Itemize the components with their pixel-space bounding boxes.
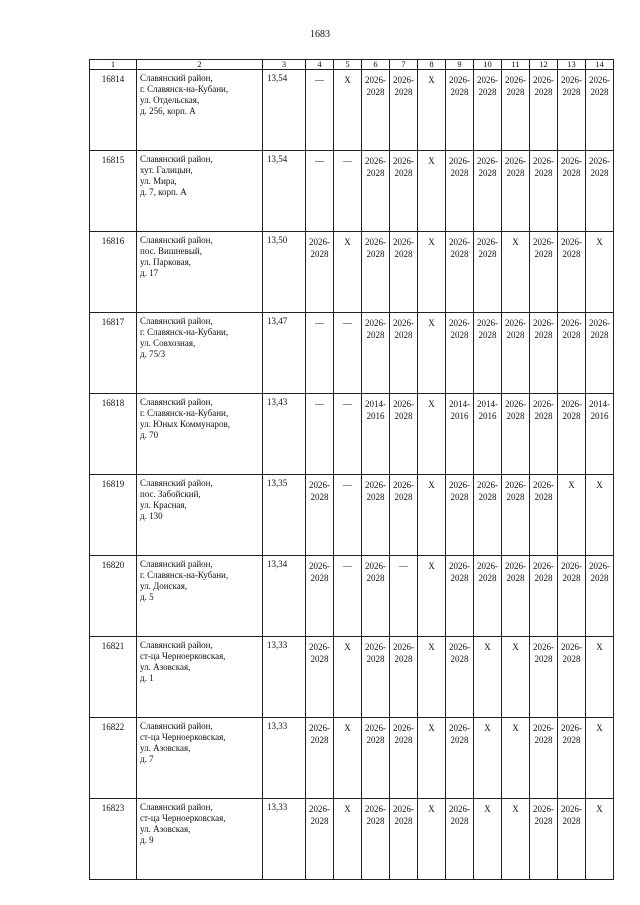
address-cell: [137, 151, 263, 232]
period-cell: X: [474, 637, 502, 718]
period-cell: X: [418, 70, 446, 151]
period-cell: 2026- 2028: [474, 232, 502, 313]
address-line: хут. Галицын,: [140, 165, 193, 175]
period-cell: 2026- 2028: [530, 313, 558, 394]
column-header: 1: [90, 60, 137, 70]
row-id: 16814: [90, 70, 137, 151]
address-line: д. 256, корп. А: [140, 106, 196, 116]
column-header: 6: [362, 60, 390, 70]
table-row: [90, 799, 614, 880]
period-cell: 2026- 2028: [530, 799, 558, 880]
period-cell: 2026- 2028: [474, 151, 502, 232]
address-cell: [137, 232, 263, 313]
period-cell: 2026- 2028: [474, 556, 502, 637]
period-cell: X: [418, 637, 446, 718]
address-line: ст-ца Черноерковская,: [140, 732, 226, 742]
row-id: 16818: [90, 394, 137, 475]
period-cell: 2026- 2028: [362, 475, 390, 556]
period-cell: 2026- 2028: [558, 394, 586, 475]
period-cell: 2026- 2028: [474, 475, 502, 556]
address-line: г. Славянск-на-Кубани,: [140, 408, 229, 418]
period-cell: X: [586, 799, 614, 880]
period-cell: 2014- 2016: [586, 394, 614, 475]
period-cell: 2026- 2028: [446, 556, 474, 637]
period-cell: 2026- 2028: [530, 556, 558, 637]
period-cell: 2026- 2028: [502, 556, 530, 637]
header-row: [90, 60, 614, 70]
period-cell: 2026- 2028: [306, 556, 334, 637]
period-cell: 2026- 2028: [502, 151, 530, 232]
address-line: ул. Мира,: [140, 176, 177, 186]
period-cell: 2026- 2028: [390, 799, 418, 880]
row-id: 16823: [90, 799, 137, 880]
period-cell: 2026- 2028: [558, 151, 586, 232]
period-cell: 2026- 2028: [530, 394, 558, 475]
row-id: 16821: [90, 637, 137, 718]
period-cell: X: [502, 232, 530, 313]
period-cell: 2026- 2028: [502, 313, 530, 394]
period-cell: —: [306, 70, 334, 151]
period-cell: 2026- 2028: [362, 232, 390, 313]
column-header: 5: [334, 60, 362, 70]
period-cell: 2026- 2028: [558, 799, 586, 880]
address-line: г. Славянск-на-Кубани,: [140, 84, 229, 94]
address-line: Славянский район,: [140, 154, 213, 164]
period-cell: X: [418, 151, 446, 232]
address-cell: [137, 799, 263, 880]
period-cell: 2026- 2028: [362, 70, 390, 151]
column-header: 10: [474, 60, 502, 70]
column-header: 14: [586, 60, 614, 70]
period-cell: 2026- 2028: [446, 232, 474, 313]
period-cell: 2026- 2028: [446, 799, 474, 880]
address-line: д. 7, корп. А: [140, 187, 187, 197]
column-header: 3: [263, 60, 306, 70]
address-line: Славянский район,: [140, 478, 213, 488]
address-line: ул. Юных Коммунаров,: [140, 419, 231, 429]
period-cell: 2026- 2028: [362, 313, 390, 394]
column-header: 12: [530, 60, 558, 70]
address-line: ул. Азовская,: [140, 662, 191, 672]
period-cell: 2026- 2028: [446, 70, 474, 151]
address-line: д. 7: [140, 754, 154, 764]
address-cell: [137, 637, 263, 718]
address-cell: [137, 394, 263, 475]
address-line: д. 17: [140, 268, 159, 278]
period-cell: 2026- 2028: [558, 556, 586, 637]
period-cell: 2026- 2028: [558, 637, 586, 718]
address-line: г. Славянск-на-Кубани,: [140, 327, 229, 337]
period-cell: 2026- 2028: [474, 70, 502, 151]
period-cell: —: [334, 394, 362, 475]
period-cell: 2026- 2028: [502, 394, 530, 475]
period-cell: X: [502, 637, 530, 718]
period-cell: —: [390, 556, 418, 637]
value-cell: 13,50: [263, 232, 306, 313]
period-cell: X: [334, 70, 362, 151]
table-row: [90, 475, 614, 556]
period-cell: 2014- 2016: [474, 394, 502, 475]
period-cell: 2026- 2028: [390, 232, 418, 313]
value-cell: 13,54: [263, 151, 306, 232]
column-header: 7: [390, 60, 418, 70]
period-cell: X: [558, 475, 586, 556]
address-line: ул. Отдельская,: [140, 95, 200, 105]
period-cell: X: [586, 637, 614, 718]
period-cell: X: [334, 799, 362, 880]
table-row: [90, 151, 614, 232]
address-line: пос. Забойский,: [140, 489, 201, 499]
page-number: 1683: [310, 29, 330, 40]
period-cell: —: [334, 556, 362, 637]
table-row: [90, 556, 614, 637]
value-cell: 13,35: [263, 475, 306, 556]
period-cell: 2026- 2028: [306, 232, 334, 313]
period-cell: 2026- 2028: [586, 313, 614, 394]
address-cell: [137, 313, 263, 394]
period-cell: 2026- 2028: [390, 313, 418, 394]
address-line: ул. Азовская,: [140, 824, 191, 834]
row-id: 16815: [90, 151, 137, 232]
period-cell: X: [474, 799, 502, 880]
address-line: ст-ца Черноерковская,: [140, 651, 226, 661]
table-row: [90, 70, 614, 151]
period-cell: X: [474, 718, 502, 799]
period-cell: 2026- 2028: [306, 799, 334, 880]
period-cell: 2026- 2028: [530, 475, 558, 556]
address-line: ул. Совхозная,: [140, 338, 196, 348]
address-line: ул. Донская,: [140, 581, 188, 591]
address-cell: [137, 475, 263, 556]
period-cell: 2026- 2028: [446, 718, 474, 799]
table-row: [90, 718, 614, 799]
period-cell: 2026- 2028: [362, 718, 390, 799]
period-cell: X: [502, 718, 530, 799]
value-cell: 13,33: [263, 718, 306, 799]
column-header: 8: [418, 60, 446, 70]
period-cell: 2026- 2028: [390, 394, 418, 475]
period-cell: 2026- 2028: [362, 799, 390, 880]
table-row: [90, 394, 614, 475]
address-line: ул. Парковая,: [140, 257, 192, 267]
period-cell: 2026- 2028: [474, 313, 502, 394]
period-cell: 2026- 2028: [390, 151, 418, 232]
column-header: 9: [446, 60, 474, 70]
period-cell: 2026- 2028: [502, 70, 530, 151]
value-cell: 13,43: [263, 394, 306, 475]
table-row: [90, 232, 614, 313]
period-cell: X: [418, 799, 446, 880]
period-cell: 2026- 2028: [586, 70, 614, 151]
address-line: Славянский район,: [140, 235, 213, 245]
row-id: 16816: [90, 232, 137, 313]
period-cell: 2026- 2028: [306, 718, 334, 799]
address-line: д. 5: [140, 592, 154, 602]
period-cell: 2026- 2028: [530, 70, 558, 151]
period-cell: X: [586, 475, 614, 556]
period-cell: X: [418, 232, 446, 313]
row-id: 16817: [90, 313, 137, 394]
period-cell: X: [334, 232, 362, 313]
period-cell: 2026- 2028: [558, 232, 586, 313]
period-cell: X: [334, 637, 362, 718]
value-cell: 13,34: [263, 556, 306, 637]
table-row: [90, 637, 614, 718]
period-cell: 2026- 2028: [390, 718, 418, 799]
row-id: 16820: [90, 556, 137, 637]
period-cell: X: [418, 394, 446, 475]
address-line: Славянский район,: [140, 397, 213, 407]
address-line: ул. Красная,: [140, 500, 187, 510]
period-cell: 2026- 2028: [390, 475, 418, 556]
column-header: 13: [558, 60, 586, 70]
address-line: д. 70: [140, 430, 159, 440]
address-cell: [137, 718, 263, 799]
column-header: 2: [137, 60, 263, 70]
value-cell: 13,47: [263, 313, 306, 394]
period-cell: X: [418, 475, 446, 556]
period-cell: 2026- 2028: [530, 637, 558, 718]
value-cell: 13,33: [263, 637, 306, 718]
period-cell: 2026- 2028: [362, 151, 390, 232]
data-table: [89, 59, 614, 880]
address-cell: [137, 556, 263, 637]
period-cell: 2026- 2028: [390, 70, 418, 151]
address-line: г. Славянск-на-Кубани,: [140, 570, 229, 580]
address-line: д. 1: [140, 673, 154, 683]
period-cell: 2026- 2028: [446, 637, 474, 718]
column-header: 4: [306, 60, 334, 70]
period-cell: 2026- 2028: [362, 637, 390, 718]
row-id: 16819: [90, 475, 137, 556]
period-cell: 2014- 2016: [446, 394, 474, 475]
period-cell: —: [306, 313, 334, 394]
period-cell: —: [306, 394, 334, 475]
period-cell: 2026- 2028: [362, 556, 390, 637]
period-cell: X: [418, 313, 446, 394]
address-line: д. 9: [140, 835, 154, 845]
address-line: Славянский район,: [140, 640, 213, 650]
period-cell: 2026- 2028: [306, 475, 334, 556]
period-cell: X: [418, 556, 446, 637]
period-cell: —: [334, 313, 362, 394]
period-cell: 2026- 2028: [390, 637, 418, 718]
address-line: ст-ца Черноерковская,: [140, 813, 226, 823]
period-cell: 2026- 2028: [558, 313, 586, 394]
period-cell: X: [334, 718, 362, 799]
row-id: 16822: [90, 718, 137, 799]
period-cell: 2026- 2028: [530, 718, 558, 799]
address-line: Славянский район,: [140, 802, 213, 812]
address-line: Славянский район,: [140, 73, 213, 83]
period-cell: X: [586, 718, 614, 799]
period-cell: 2026- 2028: [558, 70, 586, 151]
period-cell: 2026- 2028: [446, 151, 474, 232]
period-cell: 2014- 2016: [362, 394, 390, 475]
period-cell: 2026- 2028: [586, 556, 614, 637]
period-cell: —: [334, 151, 362, 232]
period-cell: 2026- 2028: [586, 151, 614, 232]
address-line: д. 130: [140, 511, 163, 521]
column-header: 11: [502, 60, 530, 70]
period-cell: 2026- 2028: [306, 637, 334, 718]
period-cell: —: [306, 151, 334, 232]
address-line: д. 75/3: [140, 349, 166, 359]
address-line: Славянский район,: [140, 559, 213, 569]
value-cell: 13,33: [263, 799, 306, 880]
period-cell: X: [502, 799, 530, 880]
period-cell: 2026- 2028: [502, 475, 530, 556]
table-row: [90, 313, 614, 394]
value-cell: 13,54: [263, 70, 306, 151]
period-cell: X: [418, 718, 446, 799]
period-cell: 2026- 2028: [558, 718, 586, 799]
period-cell: X: [586, 232, 614, 313]
address-line: ул. Азовская,: [140, 743, 191, 753]
address-line: Славянский район,: [140, 316, 213, 326]
address-line: пос. Вишневый,: [140, 246, 202, 256]
period-cell: 2026- 2028: [446, 475, 474, 556]
period-cell: 2026- 2028: [530, 151, 558, 232]
address-cell: [137, 70, 263, 151]
period-cell: —: [334, 475, 362, 556]
period-cell: 2026- 2028: [446, 313, 474, 394]
period-cell: 2026- 2028: [530, 232, 558, 313]
address-line: Славянский район,: [140, 721, 213, 731]
